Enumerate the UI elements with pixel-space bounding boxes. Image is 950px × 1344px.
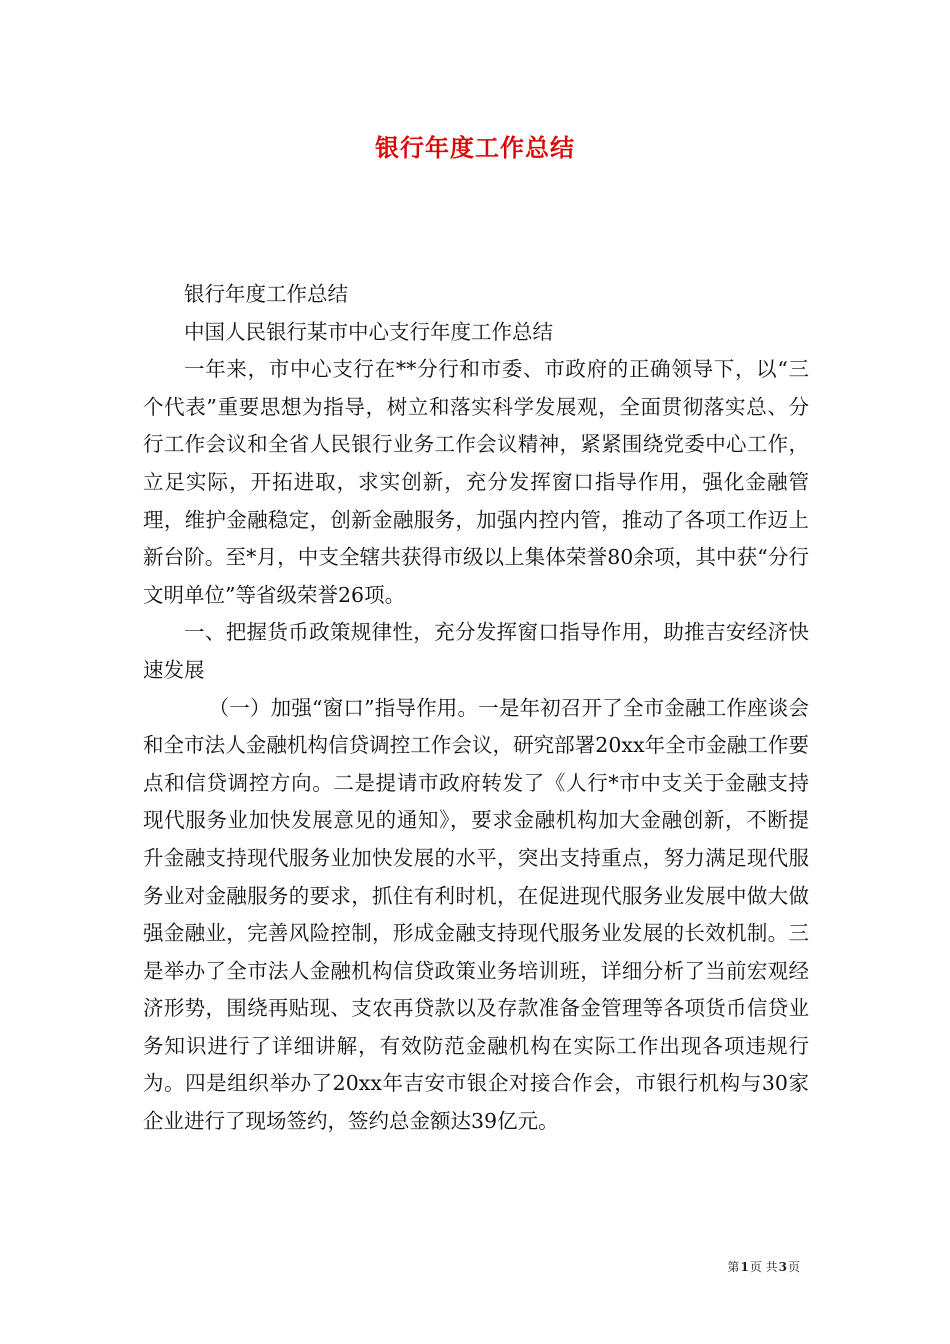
footer-middle: 页 共 (749, 1260, 778, 1274)
page-footer (0, 1258, 800, 1275)
paragraph-intro: 一年来，市中心支行在**分行和市委、市政府的正确领导下，以“三个代表”重要思想为指导，树立和落实科学发展观，全面贯彻落实总、分行工作会议和全省人民银行业务工作会议精神，紧紧围绕党委中心工作，立足实际，开拓进取，求实创新，充分发挥窗口指导作用，强化金融管理，维护金融稳定，创新金融服务，加强内控内管，推动了各项工作迈上新台阶。至*月，中支全辖共获得市级以上集体荣誉80余项，其中获“分行文明单位”等省级荣誉26项。 (143, 357, 809, 607)
paragraph-section-one: 一、把握货币政策规律性，充分发挥窗口指导作用，助推吉安经济快速发展 (143, 620, 809, 682)
paragraph-subtitle: 中国人民银行某市中心支行年度工作总结 (184, 319, 553, 344)
footer-suffix: 页 (787, 1260, 800, 1274)
paragraph-subsection-one: （一）加强“窗口”指导作用。一是年初召开了全市金融工作座谈会和全市法人金融机构信贷调控工作会议，研究部署20xx年全市金融工作要点和信贷调控方向。二是提请市政府转发了《人行*市中支关于金融支持现代服务业加快发展意见的通知》，要求金融机构加大金融创新，不断提升金融支持现代服务业加快发展的水平，突出支持重点，努力满足现代服务业对金融服务的要求，抓住有利时机，在促进现代服务业发展中做大做强金融业，完善风险控制，形成金融支持现代服务业发展的长效机制。三是举办了全市法人金融机构信贷政策业务培训班，详细分析了当前宏观经济形势，围绕再贴现、支农再贷款以及存款准备金管理等各项货币信贷业务知识进行了详细讲解，有效防范金融机构在实际工作出现各项违规行为。四是组织举办了20xx年吉安市银企对接合作会，市银行机构与30家企业进行了现场签约，签约总金额达39亿元。 (143, 695, 809, 1134)
paragraph-heading: 银行年度工作总结 (184, 282, 348, 306)
footer-current-page: 1 (740, 1260, 749, 1274)
document-body (143, 276, 809, 1141)
footer-prefix: 第 (727, 1260, 740, 1274)
footer-total-pages: 3 (778, 1260, 787, 1274)
document-title: 银行年度工作总结 (375, 133, 575, 162)
